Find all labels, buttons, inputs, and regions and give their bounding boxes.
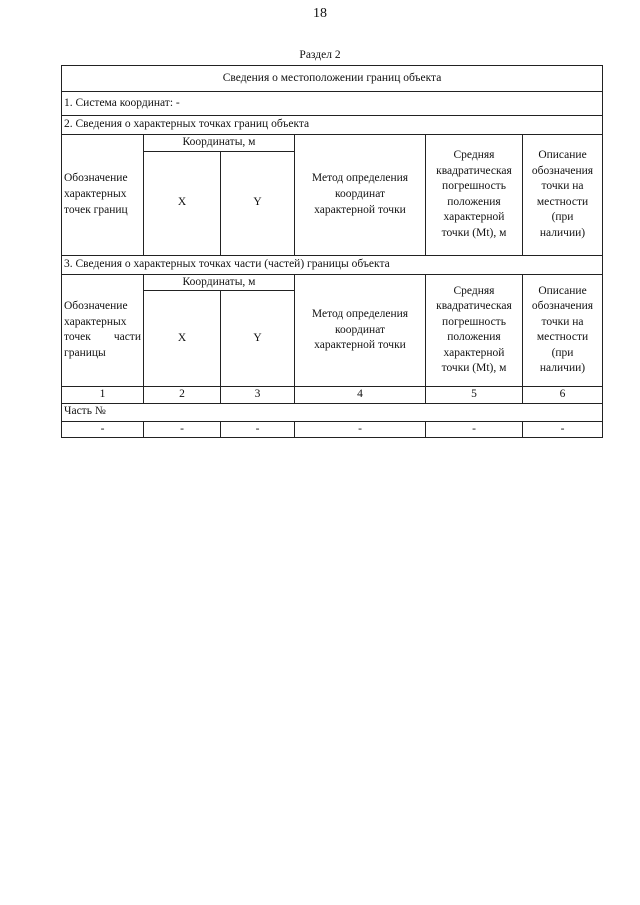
header-description: Описание обозначения точки на местности (при наличии) (523, 135, 603, 256)
column-number: 5 (426, 387, 523, 404)
header-method-part: Метод определения координат характерной точки (295, 274, 426, 387)
header-x: X (144, 151, 221, 255)
header-coordinates-part: Координаты, м (144, 274, 295, 291)
column-number: 2 (144, 387, 221, 404)
table-cell: - (221, 421, 295, 438)
header-x-part: X (144, 291, 221, 387)
header-mean-square-error-part: Средняя квадратическая погрешность положения характерной точки (Mt), м (426, 274, 523, 387)
header-designation-part: Обозначение характерных точек части границы (62, 274, 144, 387)
table-title: Сведения о местоположении границ объекта (62, 66, 603, 92)
table-cell: - (426, 421, 523, 438)
column-number: 1 (62, 387, 144, 404)
header-coordinates: Координаты, м (144, 135, 295, 152)
table-cell: - (523, 421, 603, 438)
header-y: Y (221, 151, 295, 255)
subsection-boundary-points: 2. Сведения о характерных точках границ объекта (62, 116, 603, 135)
table-cell: - (62, 421, 144, 438)
header-description-part: Описание обозначения точки на местности (при наличии) (523, 274, 603, 387)
table-cell: - (295, 421, 426, 438)
table-cell: - (144, 421, 221, 438)
column-number-row (62, 387, 603, 404)
header-method: Метод определения координат характерной точки (295, 135, 426, 256)
subsection-part-points: 3. Сведения о характерных точках части (частей) границы объекта (62, 255, 603, 274)
column-number: 3 (221, 387, 295, 404)
column-number: 4 (295, 387, 426, 404)
boundaries-table (61, 65, 603, 438)
header-mean-square-error: Средняя квадратическая погрешность положения характерной точки (Mt), м (426, 135, 523, 256)
header-designation: Обозначение характерных точек границ (62, 135, 144, 256)
part-label: Часть № (62, 403, 603, 421)
section-title: Раздел 2 (299, 49, 341, 61)
table-row (62, 421, 603, 438)
coordinate-system: 1. Система координат: - (62, 92, 603, 116)
page-number: 18 (313, 6, 327, 21)
header-y-part: Y (221, 291, 295, 387)
column-number: 6 (523, 387, 603, 404)
